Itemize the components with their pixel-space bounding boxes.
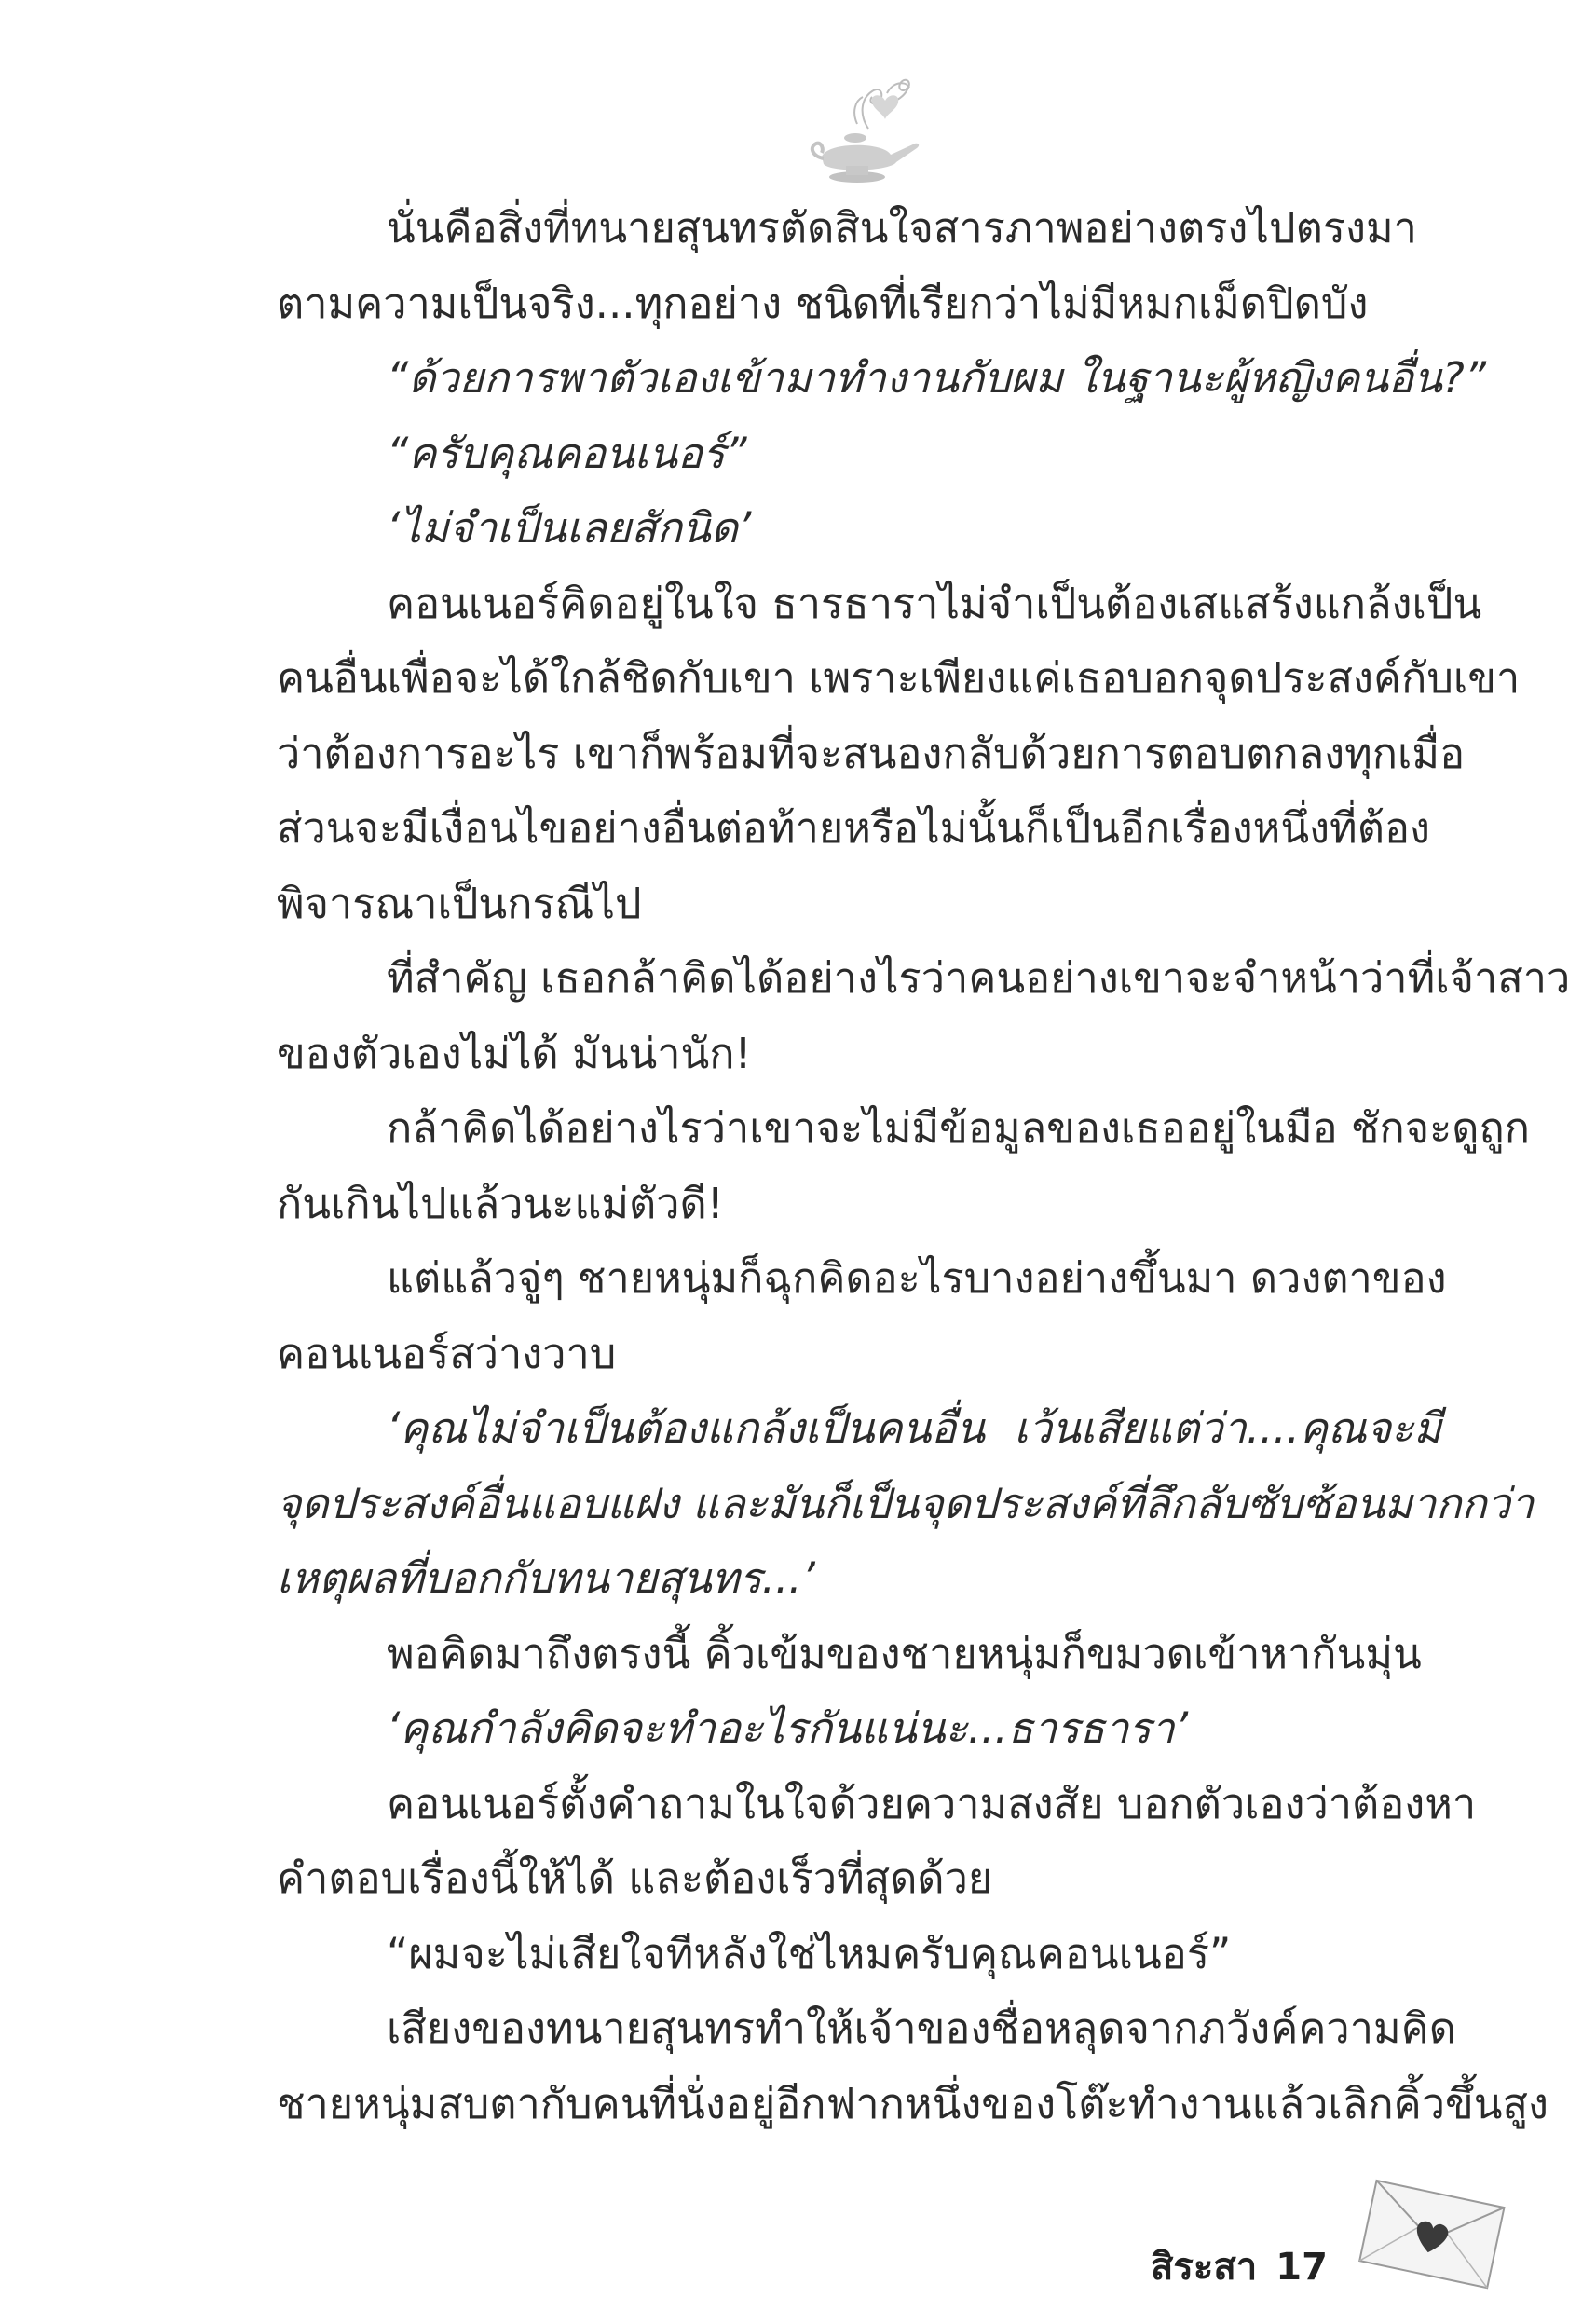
text-line: พิจารณาเป็นกรณีไป — [277, 878, 642, 928]
text-line: แต่แล้วจู่ๆ ชายหนุ่มก็ฉุกคิดอะไรบางอย่างขึ้นมา ดวงตาของ — [387, 1253, 1447, 1303]
thought-line: จุดประสงค์อื่นแอบแฝง และมันก็เป็นจุดประสงค์ที่ลึกลับซับซ้อนมากกว่า — [277, 1478, 1535, 1528]
book-title: สิระสา — [1151, 2246, 1258, 2289]
dialogue-line: “ครับคุณคอนเนอร์” — [387, 428, 747, 478]
dialogue-line: “ด้วยการพาตัวเองเข้ามาทำงานกับผม ในฐานะผู้หญิงคนอื่น?” — [387, 353, 1487, 403]
thought-line: ‘ไม่จำเป็นเลยสักนิด’ — [387, 503, 752, 553]
text-line: คอนเนอร์ตั้งคำถามในใจด้วยความสงสัย บอกตัวเองว่าต้องหา — [387, 1778, 1477, 1828]
page-body — [277, 191, 1571, 2141]
text-line: พอคิดมาถึงตรงนี้ คิ้วเข้มของชายหนุ่มก็ขมวดเข้าหากันมุ่น — [387, 1628, 1422, 1678]
text-line: คอนเนอร์คิดอยู่ในใจ ธารธาราไม่จำเป็นต้องเสแสร้งแกล้งเป็น — [387, 578, 1482, 628]
text-line: เสียงของทนายสุนทรทำให้เจ้าของชื่อหลุดจากภวังค์ความคิด — [387, 2003, 1456, 2053]
text-line: ว่าต้องการอะไร เขาก็พร้อมที่จะสนองกลับด้วยการตอบตกลงทุกเมื่อ — [277, 728, 1466, 778]
folio — [1151, 2236, 1328, 2296]
thought-line: ‘คุณกำลังคิดจะทำอะไรกันแน่นะ...ธารธารา’ — [387, 1703, 1189, 1753]
thought-line: ‘คุณไม่จำเป็นต้องแกล้งเป็นคนอื่น เว้นเสียแต่ว่า....คุณจะมี — [387, 1403, 1441, 1453]
text-line: นั่นคือสิ่งที่ทนายสุนทรตัดสินใจสารภาพอย่างตรงไปตรงมา — [387, 203, 1417, 253]
dialogue-line: “ผมจะไม่เสียใจทีหลังใช่ไหมครับคุณคอนเนอร์” — [387, 1928, 1232, 1978]
heart-envelope-icon — [1350, 2173, 1518, 2294]
text-line: คอนเนอร์สว่างวาบ — [277, 1328, 617, 1378]
text-line: คนอื่นเพื่อจะได้ใกล้ชิดกับเขา เพราะเพียงแค่เธอบอกจุดประสงค์กับเขา — [277, 653, 1521, 703]
page-number: 17 — [1275, 2246, 1328, 2289]
magic-lamp-icon — [803, 73, 924, 189]
text-line: ตามความเป็นจริง...ทุกอย่าง ชนิดที่เรียกว่าไม่มีหมกเม็ดปิดบัง — [277, 278, 1369, 328]
text-line: กล้าคิดได้อย่างไรว่าเขาจะไม่มีข้อมูลของเธออยู่ในมือ ชักจะดูถูก — [387, 1103, 1530, 1153]
text-line: คำตอบเรื่องนี้ให้ได้ และต้องเร็วที่สุดด้วย — [277, 1853, 993, 1903]
thought-line: เหตุผลที่บอกกับทนายสุนทร...’ — [277, 1553, 815, 1603]
text-line: ของตัวเองไม่ได้ มันน่านัก! — [277, 1028, 752, 1078]
text-line: กันเกินไปแล้วนะแม่ตัวดี! — [277, 1178, 724, 1228]
text-line: ชายหนุ่มสบตากับคนที่นั่งอยู่อีกฟากหนึ่งของโต๊ะทำงานแล้วเลิกคิ้วขึ้นสูง — [277, 2078, 1548, 2128]
text-line: ส่วนจะมีเงื่อนไขอย่างอื่นต่อท้ายหรือไม่นั้นก็เป็นอีกเรื่องหนึ่งที่ต้อง — [277, 803, 1430, 853]
text-line: ที่สำคัญ เธอกล้าคิดได้อย่างไรว่าคนอย่างเขาจะจำหน้าว่าที่เจ้าสาว — [387, 953, 1571, 1003]
page-footer — [1113, 2225, 1551, 2300]
